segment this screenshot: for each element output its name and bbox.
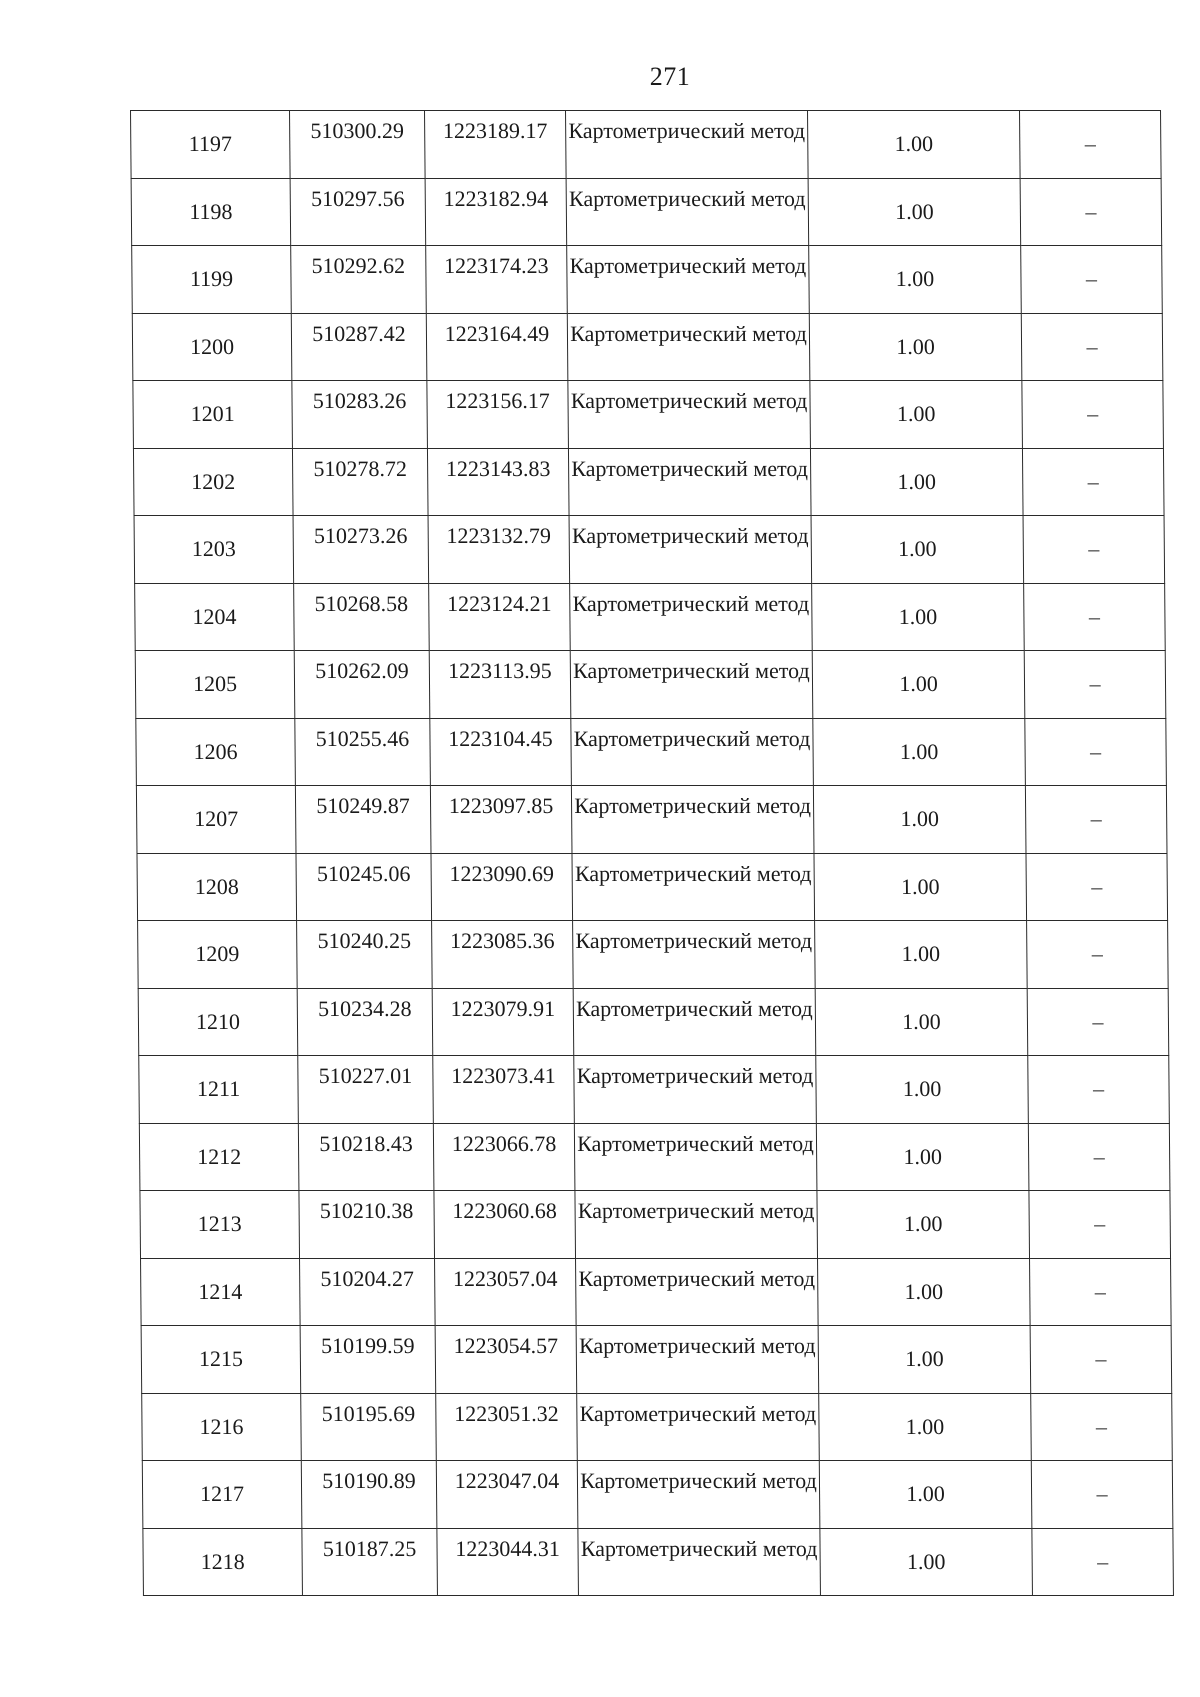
accuracy-cell: 1.00 (815, 988, 1028, 1056)
accuracy-cell: 1.00 (813, 786, 1026, 854)
method-cell: Картометрический метод (577, 1393, 820, 1461)
note-cell: – (1027, 988, 1169, 1056)
point-number-cell: 1217 (142, 1461, 302, 1529)
note-cell: – (1030, 1258, 1172, 1326)
table-row (134, 516, 1165, 584)
table-row (132, 313, 1163, 381)
point-number-cell: 1205 (135, 651, 295, 719)
note-cell: – (1025, 718, 1167, 786)
method-cell: Картометрический метод (570, 651, 813, 719)
point-number-cell: 1198 (131, 178, 291, 246)
accuracy-cell: 1.00 (820, 1528, 1033, 1596)
point-number-cell: 1207 (136, 786, 296, 854)
point-number-cell: 1203 (134, 516, 294, 584)
y-coordinate-cell: 1223066.78 (433, 1123, 575, 1191)
table-row (143, 1528, 1174, 1596)
note-cell: – (1020, 178, 1162, 246)
method-cell: Картометрический метод (567, 246, 810, 314)
table-row (137, 853, 1168, 921)
x-coordinate-cell: 510278.72 (292, 448, 428, 516)
coordinates-table-wrapper (130, 110, 1174, 1596)
accuracy-cell: 1.00 (816, 1056, 1029, 1124)
method-cell: Картометрический метод (570, 583, 813, 651)
method-cell: Картометрический метод (574, 1123, 817, 1191)
table-row (139, 1056, 1170, 1124)
point-number-cell: 1210 (138, 988, 298, 1056)
y-coordinate-cell: 1223189.17 (425, 111, 567, 179)
method-cell: Картометрический метод (566, 111, 809, 179)
table-row (141, 1326, 1172, 1394)
note-cell: – (1031, 1461, 1173, 1529)
page-number: 271 (649, 62, 691, 91)
accuracy-cell: 1.00 (817, 1191, 1030, 1259)
x-coordinate-cell: 510292.62 (291, 246, 427, 314)
y-coordinate-cell: 1223132.79 (428, 516, 570, 584)
x-coordinate-cell: 510283.26 (292, 381, 428, 449)
point-number-cell: 1208 (137, 853, 297, 921)
x-coordinate-cell: 510204.27 (300, 1258, 436, 1326)
method-cell: Картометрический метод (576, 1326, 819, 1394)
y-coordinate-cell: 1223156.17 (427, 381, 569, 449)
point-number-cell: 1209 (138, 921, 298, 989)
note-cell: – (1032, 1528, 1174, 1596)
y-coordinate-cell: 1223073.41 (433, 1056, 575, 1124)
note-cell: – (1026, 853, 1168, 921)
point-number-cell: 1204 (135, 583, 295, 651)
point-number-cell: 1201 (133, 381, 293, 449)
method-cell: Картометрический метод (566, 178, 809, 246)
note-cell: – (1031, 1393, 1173, 1461)
table-row (142, 1461, 1173, 1529)
point-number-cell: 1202 (133, 448, 293, 516)
accuracy-cell: 1.00 (812, 583, 1025, 651)
point-number-cell: 1214 (141, 1258, 301, 1326)
note-cell: – (1022, 381, 1164, 449)
note-cell: – (1025, 786, 1167, 854)
table-row (133, 448, 1164, 516)
accuracy-cell: 1.00 (812, 651, 1025, 719)
accuracy-cell: 1.00 (808, 178, 1021, 246)
point-number-cell: 1200 (132, 313, 292, 381)
x-coordinate-cell: 510273.26 (293, 516, 429, 584)
table-row (131, 111, 1162, 179)
point-number-cell: 1212 (139, 1123, 299, 1191)
x-coordinate-cell: 510255.46 (295, 718, 431, 786)
method-cell: Картометрический метод (577, 1461, 820, 1529)
method-cell: Картометрический метод (568, 381, 811, 449)
accuracy-cell: 1.00 (810, 381, 1023, 449)
method-cell: Картометрический метод (573, 988, 816, 1056)
accuracy-cell: 1.00 (810, 448, 1023, 516)
coordinates-table-body (131, 111, 1174, 1596)
x-coordinate-cell: 510234.28 (297, 988, 433, 1056)
y-coordinate-cell: 1223085.36 (432, 921, 574, 989)
x-coordinate-cell: 510240.25 (297, 921, 433, 989)
note-cell: – (1028, 1056, 1170, 1124)
note-cell: – (1020, 111, 1162, 179)
table-row (135, 583, 1166, 651)
table-row (131, 178, 1162, 246)
x-coordinate-cell: 510297.56 (290, 178, 426, 246)
note-cell: – (1021, 313, 1163, 381)
table-row (142, 1393, 1173, 1461)
y-coordinate-cell: 1223113.95 (429, 651, 571, 719)
accuracy-cell: 1.00 (809, 313, 1022, 381)
y-coordinate-cell: 1223054.57 (435, 1326, 577, 1394)
point-number-cell: 1206 (136, 718, 296, 786)
note-cell: – (1029, 1191, 1171, 1259)
x-coordinate-cell: 510210.38 (299, 1191, 435, 1259)
point-number-cell: 1197 (131, 111, 291, 179)
y-coordinate-cell: 1223057.04 (435, 1258, 577, 1326)
y-coordinate-cell: 1223060.68 (434, 1191, 576, 1259)
note-cell: – (1021, 246, 1163, 314)
y-coordinate-cell: 1223143.83 (427, 448, 569, 516)
x-coordinate-cell: 510262.09 (294, 651, 430, 719)
accuracy-cell: 1.00 (808, 111, 1021, 179)
y-coordinate-cell: 1223044.31 (437, 1528, 579, 1596)
accuracy-cell: 1.00 (814, 853, 1027, 921)
method-cell: Картометрический метод (567, 313, 810, 381)
y-coordinate-cell: 1223182.94 (425, 178, 567, 246)
table-row (138, 988, 1169, 1056)
method-cell: Картометрический метод (571, 718, 814, 786)
accuracy-cell: 1.00 (816, 1123, 1029, 1191)
accuracy-cell: 1.00 (818, 1326, 1031, 1394)
method-cell: Картометрический метод (572, 853, 815, 921)
x-coordinate-cell: 510287.42 (291, 313, 427, 381)
point-number-cell: 1215 (141, 1326, 301, 1394)
point-number-cell: 1199 (132, 246, 292, 314)
note-cell: – (1028, 1123, 1170, 1191)
y-coordinate-cell: 1223079.91 (432, 988, 574, 1056)
x-coordinate-cell: 510187.25 (302, 1528, 438, 1596)
accuracy-cell: 1.00 (818, 1258, 1031, 1326)
table-row (141, 1258, 1172, 1326)
x-coordinate-cell: 510249.87 (295, 786, 431, 854)
table-row (136, 786, 1167, 854)
method-cell: Картометрический метод (576, 1258, 819, 1326)
accuracy-cell: 1.00 (809, 246, 1022, 314)
table-row (139, 1123, 1170, 1191)
accuracy-cell: 1.00 (819, 1393, 1032, 1461)
method-cell: Картометрический метод (574, 1056, 817, 1124)
y-coordinate-cell: 1223104.45 (430, 718, 572, 786)
accuracy-cell: 1.00 (819, 1461, 1032, 1529)
accuracy-cell: 1.00 (815, 921, 1028, 989)
y-coordinate-cell: 1223090.69 (431, 853, 573, 921)
method-cell: Картометрический метод (578, 1528, 821, 1596)
note-cell: – (1022, 448, 1164, 516)
coordinates-table (130, 110, 1174, 1596)
note-cell: – (1027, 921, 1169, 989)
x-coordinate-cell: 510227.01 (298, 1056, 434, 1124)
table-row (132, 246, 1163, 314)
point-number-cell: 1218 (143, 1528, 303, 1596)
table-row (140, 1191, 1171, 1259)
point-number-cell: 1216 (142, 1393, 302, 1461)
table-row (136, 718, 1167, 786)
method-cell: Картометрический метод (573, 921, 816, 989)
y-coordinate-cell: 1223164.49 (426, 313, 568, 381)
note-cell: – (1024, 651, 1166, 719)
x-coordinate-cell: 510195.69 (301, 1393, 437, 1461)
x-coordinate-cell: 510245.06 (296, 853, 432, 921)
accuracy-cell: 1.00 (813, 718, 1026, 786)
y-coordinate-cell: 1223051.32 (436, 1393, 578, 1461)
point-number-cell: 1213 (140, 1191, 300, 1259)
method-cell: Картометрический метод (568, 448, 811, 516)
note-cell: – (1024, 583, 1166, 651)
method-cell: Картометрический метод (575, 1191, 818, 1259)
table-row (138, 921, 1169, 989)
note-cell: – (1030, 1326, 1172, 1394)
y-coordinate-cell: 1223047.04 (436, 1461, 578, 1529)
accuracy-cell: 1.00 (811, 516, 1024, 584)
table-row (135, 651, 1166, 719)
x-coordinate-cell: 510218.43 (298, 1123, 434, 1191)
method-cell: Картометрический метод (571, 786, 814, 854)
method-cell: Картометрический метод (569, 516, 812, 584)
x-coordinate-cell: 510268.58 (294, 583, 430, 651)
y-coordinate-cell: 1223174.23 (426, 246, 568, 314)
x-coordinate-cell: 510300.29 (290, 111, 426, 179)
point-number-cell: 1211 (139, 1056, 299, 1124)
table-row (133, 381, 1164, 449)
note-cell: – (1023, 516, 1165, 584)
x-coordinate-cell: 510199.59 (300, 1326, 436, 1394)
y-coordinate-cell: 1223097.85 (430, 786, 572, 854)
x-coordinate-cell: 510190.89 (301, 1461, 437, 1529)
y-coordinate-cell: 1223124.21 (429, 583, 571, 651)
